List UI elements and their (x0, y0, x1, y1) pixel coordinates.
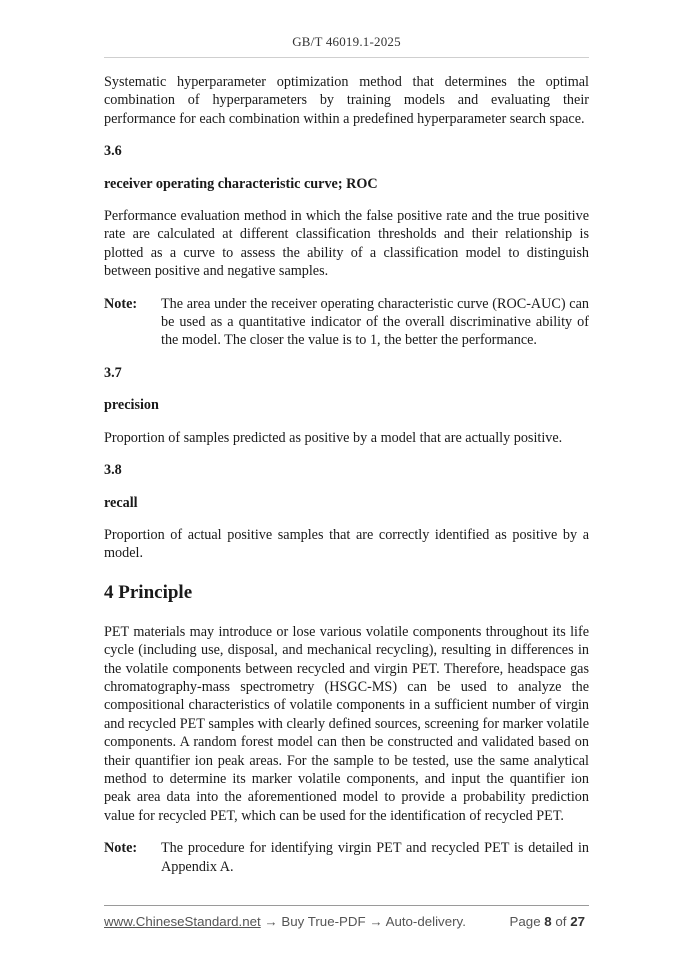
page-header: GB/T 46019.1-2025 (292, 34, 401, 49)
intro-paragraph: Systematic hyperparameter optimization method that determines the optimal combination of hyperparameters by training models and evaluating their performance for each combination within a predefined hyperparameter search space. (104, 74, 589, 127)
page-total: 27 (570, 914, 585, 929)
footer-left (104, 914, 466, 929)
page-content (104, 73, 589, 876)
footer-divider (104, 905, 589, 906)
term-number-3-7: 3.7 (104, 364, 122, 381)
footer-tagline: → Buy True-PDF → Auto-delivery. (260, 914, 466, 929)
section-body-principle: PET materials may introduce or lose various volatile components throughout its life cycle (including use, disposal, and mechanical recycling), resulting in differences in the volatile components between recycled and virgin PET. Therefore, headspace gas chromatography-mass spectrometry (HSGC-MS) can be used to analyze the compositional characteristics of volatile components in a sufficient number of virgin and recycled PET samples with clearly defined sources, screening for marker volatile components. A random forest model can then be constructed and validated based on their quantifier ion peak areas. For the sample to be tested, use the same analytical method to determine its marker volatile components, and input the quantifier ion peak area data into the aforementioned model to provide a probability prediction value for recycled PET, which can be used for the identification of recycled PET. (104, 623, 589, 824)
section-title-principle: 4 Principle (104, 581, 193, 603)
term-definition-roc: Performance evaluation method in which the false positive rate and the true positive rate are calculated at different classification thresholds and their relationship is plotted as a curve to assess the ability of a classification model to distinguish between positive and negative samples. (104, 208, 589, 280)
page-label: Page (509, 914, 541, 929)
term-name-precision: precision (104, 397, 159, 414)
section-note-principle (104, 839, 589, 876)
note-text: The procedure for identifying virgin PET and recycled PET is detailed in Appendix A. (161, 840, 589, 875)
page-footer (104, 914, 589, 934)
term-note-roc (104, 295, 589, 350)
note-label: Note: (104, 295, 138, 312)
of-label: of (555, 914, 567, 929)
term-definition-precision: Proportion of samples predicted as positive by a model that are actually positive. (104, 429, 563, 446)
page-number: 8 (544, 914, 552, 929)
term-number-3-6: 3.6 (104, 143, 122, 160)
term-definition-recall: Proportion of actual positive samples that are correctly identified as positive by a model. (104, 526, 589, 562)
note-label: Note: (104, 840, 138, 857)
term-name-recall: recall (104, 494, 138, 511)
note-text: The area under the receiver operating characteristic curve (ROC-AUC) can be used as a quantitative indicator of the overall discriminative ability of the model. The closer the value is to 1, the better the performance. (161, 295, 589, 349)
term-name-roc: receiver operating characteristic curve; ROC (104, 175, 378, 192)
site-link[interactable]: www.ChineseStandard.net (104, 914, 261, 929)
page-indicator (510, 914, 585, 929)
header-divider (104, 57, 589, 58)
term-number-3-8: 3.8 (104, 462, 122, 479)
